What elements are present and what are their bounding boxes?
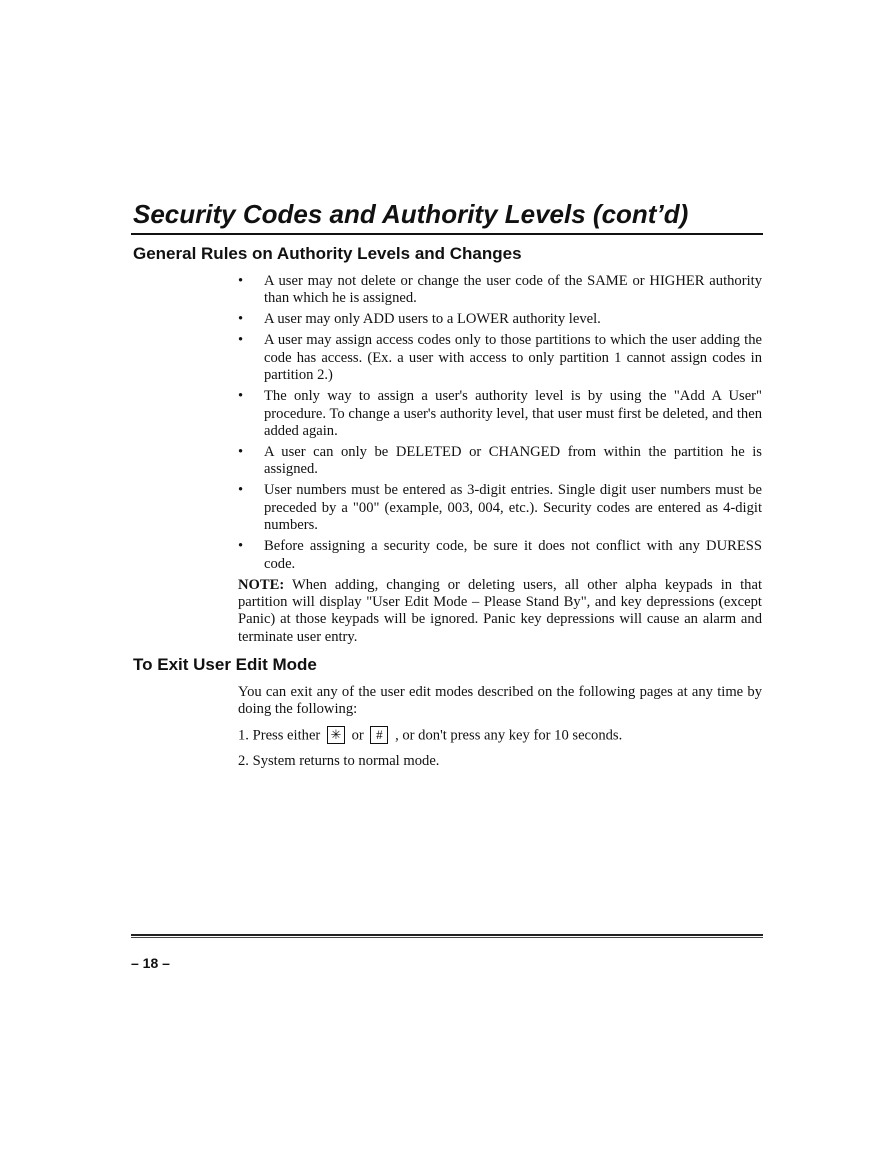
pound-key-icon: # — [370, 726, 388, 744]
bullet-icon: • — [238, 444, 244, 461]
exit-step-1 — [238, 727, 762, 745]
rule-text: A user may only ADD users to a LOWER authority level. — [264, 311, 601, 328]
star-key-icon: ✳ — [327, 726, 345, 744]
step-1-prefix: 1. Press either — [238, 727, 321, 744]
exit-step-2: 2. System returns to normal mode. — [238, 753, 440, 769]
rule-item — [238, 332, 762, 384]
note-paragraph — [238, 577, 762, 647]
bullet-icon: • — [238, 311, 244, 328]
rule-item — [238, 538, 762, 573]
footer-rule-thin — [131, 937, 763, 938]
bullet-icon: • — [238, 273, 244, 289]
general-rules-heading: General Rules on Authority Levels and Changes — [133, 244, 522, 263]
bullet-icon: • — [238, 538, 244, 555]
page-title: Security Codes and Authority Levels (cont’d) — [133, 199, 689, 229]
rule-item — [238, 444, 762, 479]
general-rules-section — [238, 273, 762, 646]
title-rule — [131, 233, 763, 235]
exit-mode-intro: You can exit any of the user edit modes described on the following pages at any time by doing the following: — [238, 684, 762, 718]
note-text: When adding, changing or deleting users, all other alpha keypads in that partition will display "User Edit Mode – Please Stand By", and key depressions (except Panic) at those keypads will be ignored. Panic key depressions will cause an alarm and terminate user entry. — [238, 576, 762, 645]
bullet-icon: • — [238, 388, 244, 405]
rule-text: Before assigning a security code, be sure it does not conflict with any DURESS code. — [264, 538, 762, 572]
rule-text: A user may not delete or change the user code of the SAME or HIGHER authority than which he is assigned. — [264, 273, 762, 307]
rule-item — [238, 388, 762, 440]
step-1-suffix: , or don't press any key for 10 seconds. — [395, 727, 623, 744]
rule-text: User numbers must be entered as 3-digit entries. Single digit user numbers must be preceded by a "00" (example, 003, 004, etc.). Security codes are entered as 4-digit numbers. — [264, 482, 762, 534]
bullet-icon: • — [238, 332, 244, 349]
rule-text: A user can only be DELETED or CHANGED from within the partition he is assigned. — [264, 444, 762, 478]
note-label: NOTE: — [238, 576, 285, 593]
bullet-icon: • — [238, 482, 244, 499]
rule-item — [238, 311, 762, 328]
page-number: – 18 – — [131, 955, 170, 971]
step-1-middle: or — [351, 727, 364, 744]
footer-rule — [131, 934, 763, 936]
rule-item — [238, 273, 762, 308]
rules-list — [238, 273, 762, 573]
rule-text: The only way to assign a user's authority level is by using the "Add A User" procedure. To change a user's authority level, that user must first be deleted, and then added again. — [264, 388, 762, 440]
rule-item — [238, 482, 762, 534]
rule-text: A user may assign access codes only to those partitions to which the user adding the code has access. (Ex. a user with access to only partition 1 cannot assign codes in partition 2.) — [264, 332, 762, 384]
exit-mode-heading: To Exit User Edit Mode — [133, 655, 317, 674]
